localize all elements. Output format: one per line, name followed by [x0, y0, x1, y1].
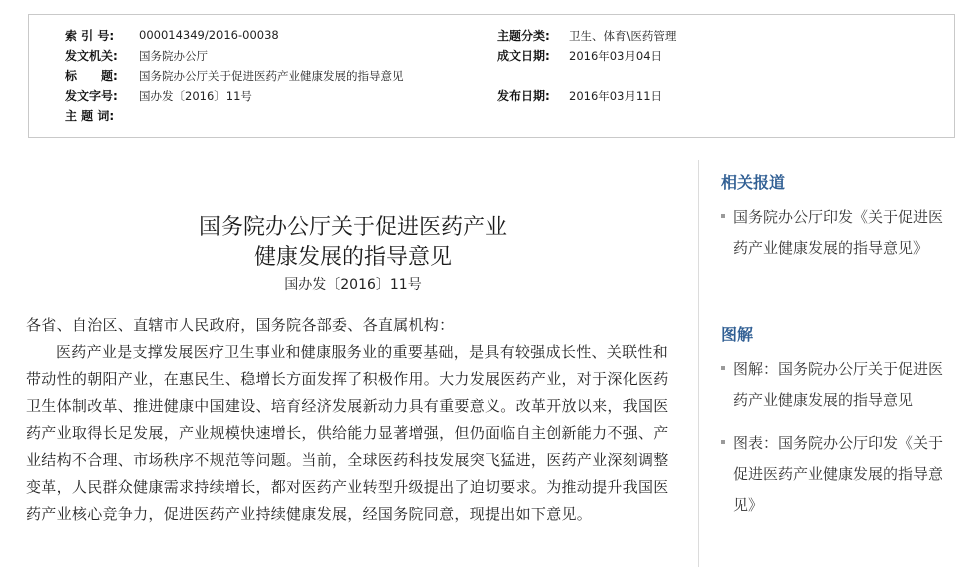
doc-number-label: 发文字号: [65, 89, 118, 103]
title-label: 标 题: [65, 69, 118, 83]
related-reports-heading: 相关报道 [721, 173, 786, 192]
document-title-line-2: 健康发展的指导意见 [253, 245, 452, 270]
related-report-link-text: 国务院办公厅印发《关于促进医药产业健康发展的指导意见》 [733, 208, 944, 257]
document-body [26, 312, 676, 528]
bullet-icon [721, 366, 725, 370]
related-report-link[interactable] [721, 202, 951, 264]
issuer-value: 国务院办公厅 [139, 49, 208, 63]
publish-date-label: 发布日期: [497, 89, 550, 103]
body-paragraph: 医药产业是支撑发展医疗卫生事业和健康服务业的重要基础，是具有较强成长性、关联性和带动性的朝阳产业，在惠民生、稳增长方面发挥了积极作用。大力发展医药产业，对于深化医药卫生体制改革、推进健康中国建设、培育经济发展新动力具有重要意义。改革开放以来，我国医药产业取得长足发展，产业规模快速增长，供给能力显著增强，但仍面临自主创新能力不强、产业结构不合理、市场秩序不规范等问题。当前，全球医药科技发展突飞猛进，医药产业深刻调整变革，人民群众健康需求持续增长，都对医药产业转型升级提出了迫切要求。为推动提升我国医药产业核心竞争力，促进医药产业持续健康发展，经国务院同意，现提出如下意见。 [26, 343, 669, 523]
date-written-label: 成文日期: [497, 49, 550, 63]
sidebar [698, 160, 958, 567]
document-number: 国办发〔2016〕11号 [284, 277, 422, 293]
document-title-line-1: 国务院办公厅关于促进医药产业 [198, 215, 507, 240]
doc-number-value: 国办发〔2016〕11号 [139, 89, 252, 103]
date-written-value: 2016年03月04日 [569, 49, 663, 63]
topic-class-label: 主题分类: [497, 29, 550, 43]
keywords-label: 主 题 词: [65, 109, 115, 123]
metadata-box [28, 14, 955, 138]
issuer-label: 发文机关: [65, 49, 118, 63]
bullet-icon [721, 440, 725, 444]
graphic-link-2[interactable] [721, 428, 951, 521]
graphics-heading: 图解 [721, 325, 754, 344]
graphic-link-2-text: 图表：国务院办公厅印发《关于促进医药产业健康发展的指导意见》 [733, 434, 944, 514]
graphic-link-1-text: 图解：国务院办公厅关于促进医药产业健康发展的指导意见 [733, 360, 944, 409]
bullet-icon [721, 214, 725, 218]
publish-date-value: 2016年03月11日 [569, 89, 663, 103]
title-value: 国务院办公厅关于促进医药产业健康发展的指导意见 [139, 69, 404, 83]
index-number-value: 000014349/2016-00038 [139, 28, 279, 42]
index-number-label: 索 引 号: [65, 29, 115, 43]
graphic-link-1[interactable] [721, 354, 951, 416]
salutation: 各省、自治区、直辖市人民政府，国务院各部委、各直属机构： [26, 316, 455, 334]
topic-class-value: 卫生、体育\医药管理 [569, 29, 677, 43]
